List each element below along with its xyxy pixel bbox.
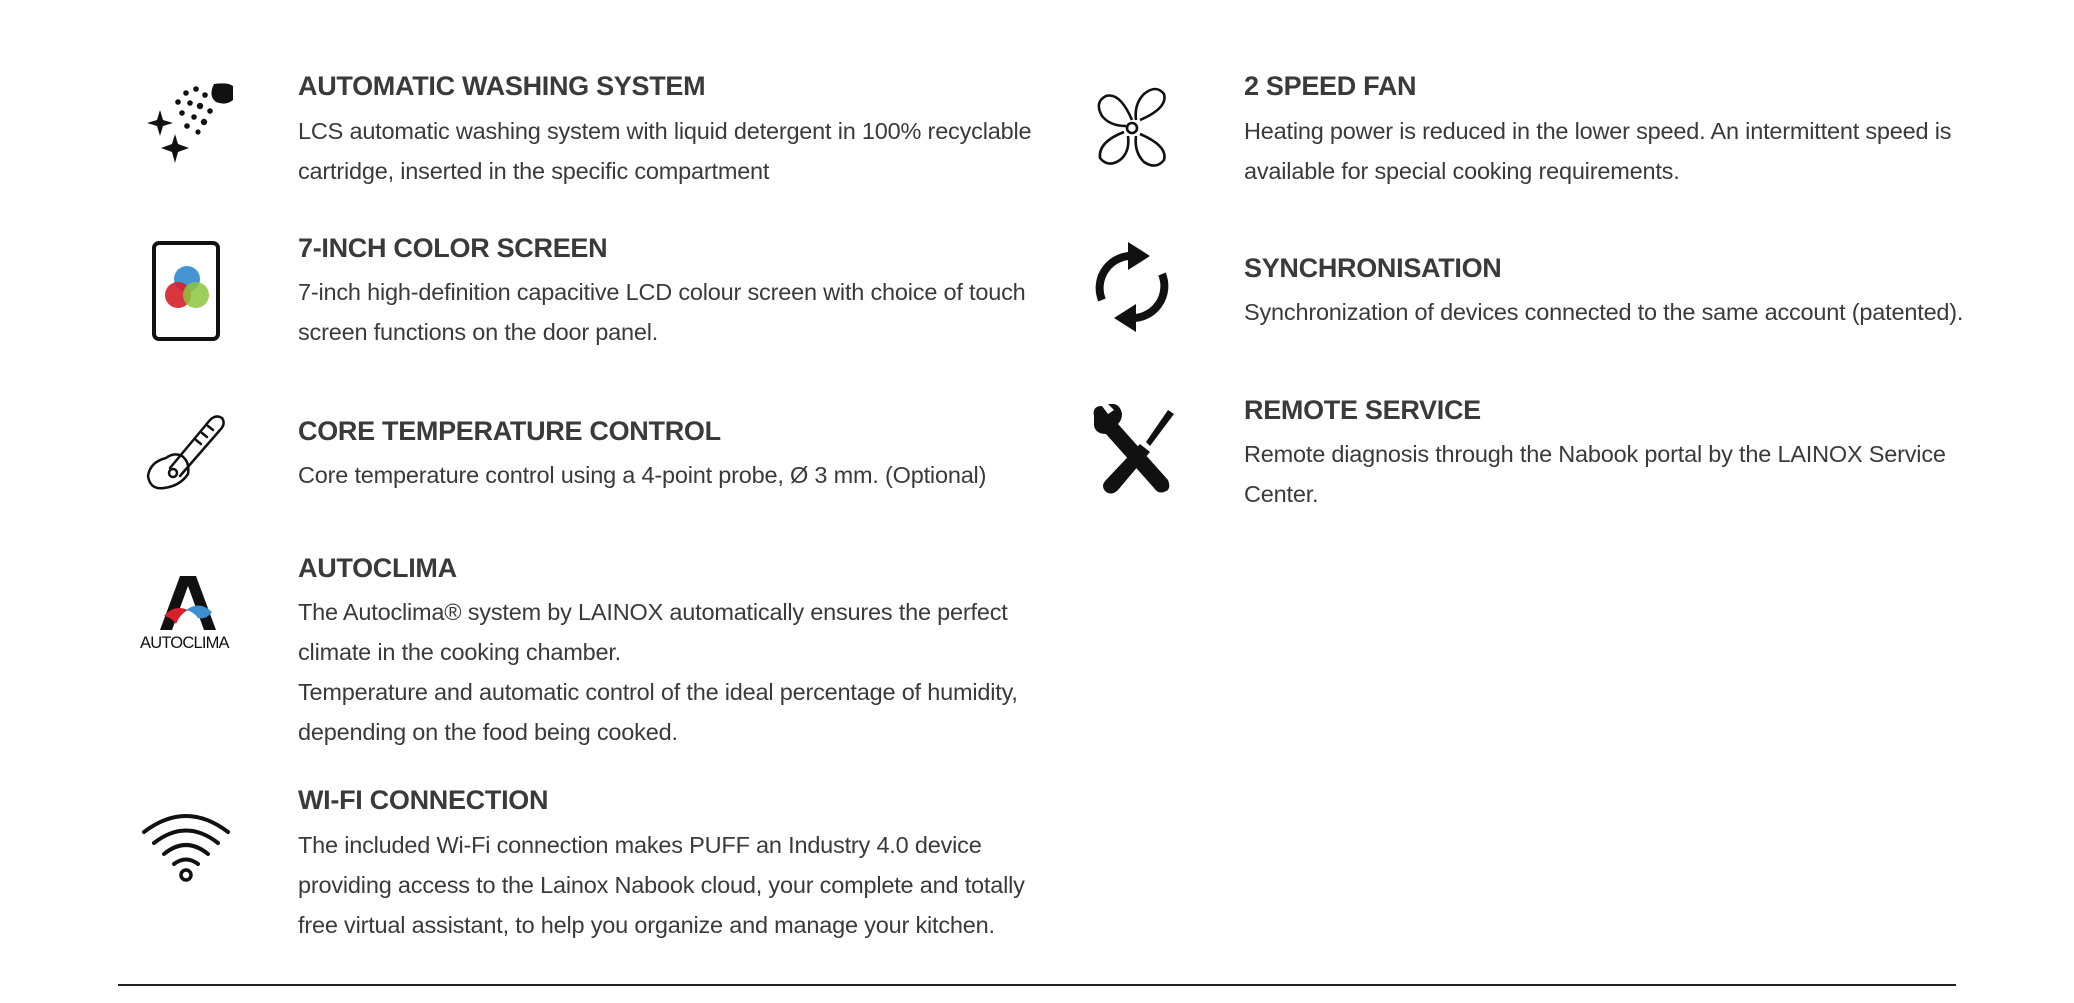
feature-title: 7-INCH COLOR SCREEN bbox=[298, 233, 608, 263]
description-line: The Autoclima® system by LAINOX automatically ensures the perfect bbox=[298, 599, 1008, 625]
thermometer-probe-icon bbox=[142, 410, 234, 492]
description-line: cartridge, inserted in the specific compartment bbox=[298, 158, 770, 184]
sparkle-spray-icon bbox=[138, 82, 238, 174]
description-line: LCS automatic washing system with liquid detergent in 100% recyclable bbox=[298, 118, 1032, 144]
feature-title: SYNCHRONISATION bbox=[1244, 253, 1502, 283]
wifi-icon bbox=[140, 808, 232, 884]
feature-title: REMOTE SERVICE bbox=[1244, 395, 1481, 425]
description-line: free virtual assistant, to help you organize and manage your kitchen. bbox=[298, 912, 995, 938]
description-line: Synchronization of devices connected to the same account (patented). bbox=[1244, 299, 1964, 325]
feature-title: CORE TEMPERATURE CONTROL bbox=[298, 416, 721, 446]
fan-icon bbox=[1090, 86, 1174, 170]
description-line: Remote diagnosis through the Nabook portal by the LAINOX Service bbox=[1244, 441, 1946, 467]
feature-title: AUTOMATIC WASHING SYSTEM bbox=[298, 71, 706, 101]
description-line: Temperature and automatic control of the ideal percentage of humidity, bbox=[298, 679, 1018, 705]
description-line: available for special cooking requirements. bbox=[1244, 158, 1680, 184]
description-line: screen functions on the door panel. bbox=[298, 319, 659, 345]
feature-description bbox=[298, 455, 986, 495]
description-line: Core temperature control using a 4-point probe, Ø 3 mm. (Optional) bbox=[298, 462, 987, 488]
feature-title: AUTOCLIMA bbox=[298, 553, 457, 583]
tools-icon bbox=[1088, 404, 1180, 498]
description-line: Center. bbox=[1244, 481, 1319, 507]
autoclima-logo bbox=[158, 574, 218, 632]
tablet-color-icon bbox=[150, 240, 222, 342]
description-line: depending on the food being cooked. bbox=[298, 719, 678, 745]
description-line: climate in the cooking chamber. bbox=[298, 639, 621, 665]
feature-description bbox=[298, 825, 1025, 945]
bottom-divider bbox=[118, 984, 1956, 986]
feature-description bbox=[298, 592, 1018, 752]
feature-title: WI-FI CONNECTION bbox=[298, 785, 549, 815]
feature-description bbox=[298, 111, 1031, 191]
feature-description bbox=[1244, 111, 1951, 191]
feature-title: 2 SPEED FAN bbox=[1244, 71, 1417, 101]
description-line: The included Wi-Fi connection makes PUFF an Industry 4.0 device bbox=[298, 832, 982, 858]
autoclima-logo-text: AUTOCLIMA bbox=[140, 634, 229, 652]
sync-icon bbox=[1088, 240, 1176, 334]
description-line: 7-inch high-definition capacitive LCD colour screen with choice of touch bbox=[298, 279, 1026, 305]
description-line: providing access to the Lainox Nabook cloud, your complete and totally bbox=[298, 872, 1025, 898]
feature-description bbox=[298, 272, 1026, 352]
feature-description bbox=[1244, 434, 1946, 514]
description-line: Heating power is reduced in the lower speed. An intermittent speed is bbox=[1244, 118, 1952, 144]
feature-description bbox=[1244, 292, 1963, 332]
